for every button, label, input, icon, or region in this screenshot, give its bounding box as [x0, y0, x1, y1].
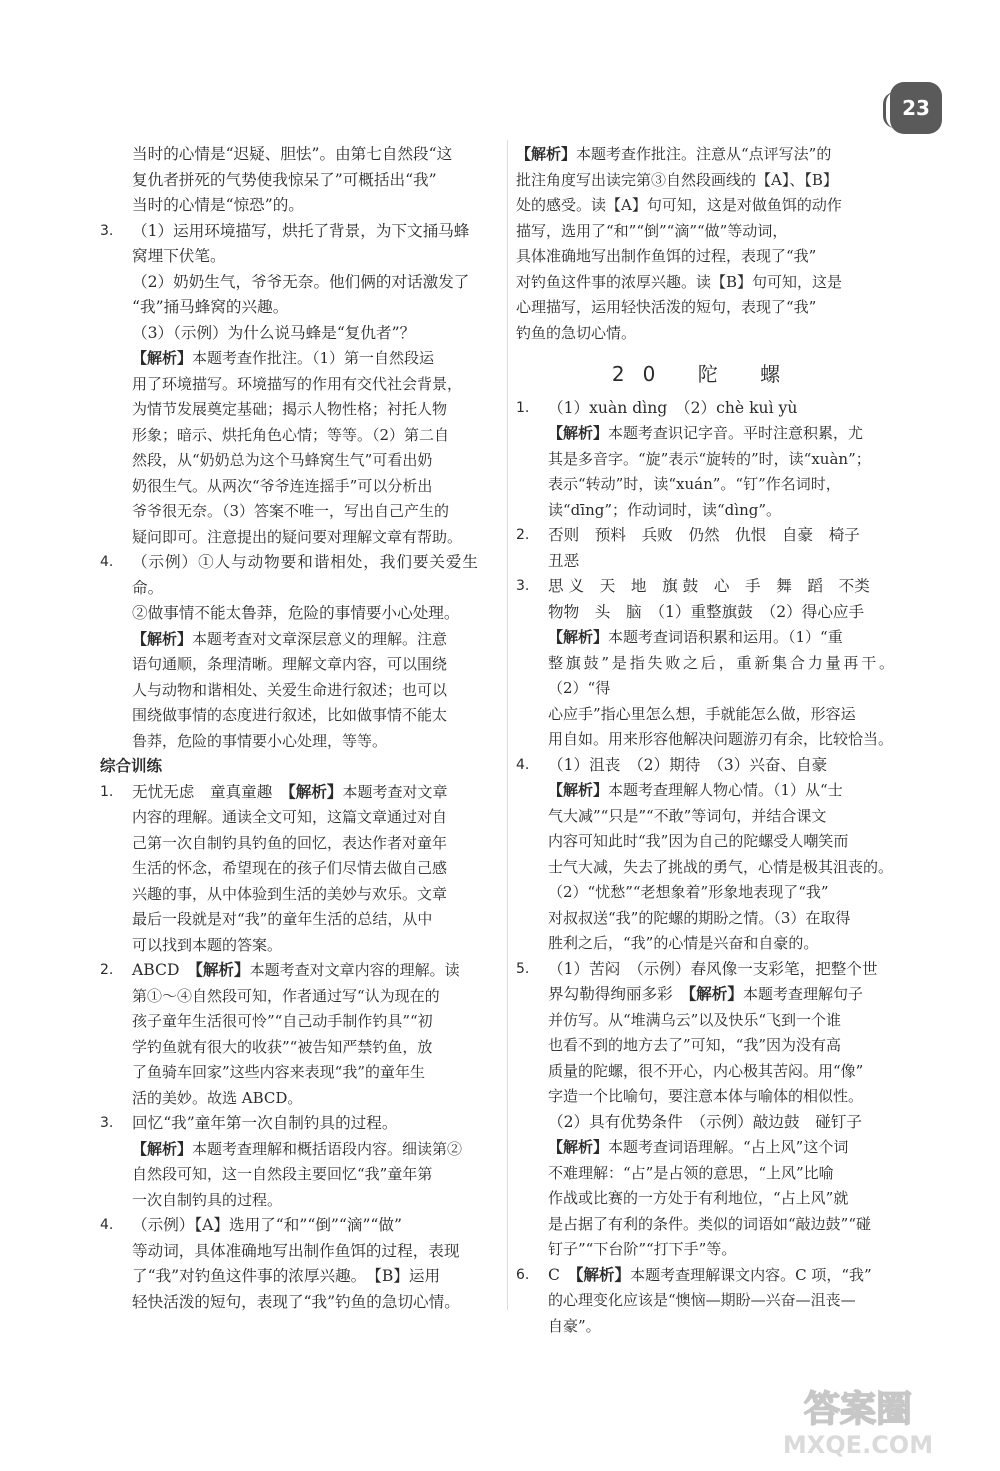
analysis-line: 内容可知此时“我”因为自己的陀螺受人嘲笑而: [548, 832, 849, 850]
answer-line: 等动词，具体准确地写出制作鱼饵的过程，表现: [132, 1241, 460, 1260]
analysis-line: 批注角度写出读完第③自然段画线的【A】、【B】: [516, 170, 838, 189]
analysis-label: 【解析】: [132, 349, 193, 367]
column-divider: [507, 140, 508, 1310]
analysis-line: 本题考查对文章内容的理解。读: [249, 961, 460, 979]
analysis-line: 钓鱼的急切心情。: [516, 323, 637, 342]
analysis-line: 生活的怀念，希望现在的孩子们尽情去做自己感: [132, 859, 448, 877]
analysis-line: 对钓鱼这件事的浓厚兴趣。读【B】句可知，这是: [516, 272, 843, 291]
answer-line: （示例）【A】选用了“和”“倒”“滴”“做”: [132, 1216, 402, 1234]
question-3: [100, 219, 478, 551]
analysis-line: 爷爷很无奈。（3）答案不唯一，写出自己产生的: [132, 502, 450, 520]
answer-text: ABCD: [132, 961, 196, 979]
analysis-line: 活的美妙。故选 ABCD。: [132, 1088, 303, 1107]
analysis-line: 内容的理解。通读全文可知，这篇文章通过对自: [132, 808, 448, 826]
question-number: 1.: [100, 783, 114, 800]
analysis-line: 语句通顺，条理清晰。理解文章内容，可以围绕: [132, 655, 448, 673]
question-number: 2.: [516, 527, 530, 543]
analysis-line: 本题考查词语积累和运用。（1）“重: [608, 628, 843, 646]
analysis-label: 【解析】: [287, 782, 343, 801]
answer-line: 思 义 天 地 旗 鼓 心 手 舞 蹈 不类: [548, 577, 870, 595]
question-number: 1.: [516, 399, 530, 416]
analysis-line: 钉子”“下台阶”“打下手”等。: [548, 1240, 737, 1258]
question-4: [516, 753, 894, 957]
text-line: 当时的心情是“迟疑、胆怯”。由第七自然段“这: [132, 145, 453, 163]
analysis-line: 兴趣的事，从中体验到生活的美妙与欢乐。文章: [132, 884, 448, 903]
section-title: 综合训练: [100, 757, 163, 775]
analysis-line: 形象；暗示、烘托角色心情；等等。（2）第二自: [132, 425, 450, 444]
analysis-line: 本题考查词语理解。“占上风”这个词: [608, 1138, 849, 1156]
analysis-label: 【解析】: [548, 781, 609, 799]
right-column: [516, 142, 894, 1339]
analysis-line: 的心理变化应该是“懊恼—期盼—兴奋—沮丧—: [548, 1291, 856, 1309]
analysis-line: 士气大减，失去了挑战的勇气，心情是极其沮丧的。: [548, 857, 894, 876]
analysis-line: 本题考查对文章: [342, 782, 448, 801]
text-line: 复仇者拼死的气势使我惊呆了”可概括出“我”: [132, 170, 437, 189]
analysis-line: 也看不到的地方去了”可知，“我”因为没有高: [548, 1036, 842, 1054]
answer-line: 界勾勒得绚丽多彩: [548, 985, 689, 1003]
analysis-line: 心理描写，运用轻快活泼的短句，表现了“我”: [516, 298, 817, 316]
analysis-line: 质量的陀螺，很不开心，内心极其苦闷。用“像”: [548, 1061, 864, 1080]
analysis-line: 字造一个比喻句，要注意本体与喻体的相似性。: [548, 1087, 864, 1105]
answer-line: （示例）①人与动物要和谐相处，我们要关爱生命。: [132, 553, 478, 597]
analysis-line: 了鱼骑车回家”这些内容来表现“我”的童年生: [132, 1063, 426, 1081]
question-1: [516, 396, 894, 524]
analysis-line: 为情节发展奠定基础；揭示人物性格；衬托人物: [132, 400, 448, 418]
question-number: 2.: [100, 962, 114, 978]
watermark-logo: [750, 1381, 980, 1459]
analysis-line: 作战或比赛的一方处于有利地位，“占上风”就: [548, 1189, 849, 1207]
analysis-line: 对叔叔送“我”的陀螺的期盼之情。（3）在取得: [548, 908, 851, 927]
analysis-line: 己第一次自制钓具钓鱼的回忆，表达作者对童年: [132, 833, 448, 852]
answer-line: （1）苦闷 （示例）春风像一支彩笔，把整个世: [548, 959, 878, 978]
question-2: [516, 523, 894, 574]
analysis-line: 鲁莽，危险的事情要小心处理，等等。: [132, 731, 388, 750]
analysis-line: 并仿写。从“堆满乌云”以及快乐“飞到一个谁: [548, 1010, 842, 1029]
answer-text: （1）xuàn dìng （2）chè kuì yù: [548, 398, 798, 417]
analysis-line: 气大减”“只是”“不敢”等词句，并结合课文: [548, 806, 827, 825]
analysis-line: 本题考查理解句子: [742, 985, 863, 1003]
analysis-line: 第①～④自然段可知，作者通过写“认为现在的: [132, 986, 440, 1005]
question-3: [516, 574, 894, 753]
analysis-line: 围绕做事情的态度进行叙述，比如做事情不能太: [132, 706, 448, 724]
analysis-label: 【解析】: [195, 961, 250, 979]
analysis-label: 【解析】: [548, 628, 609, 646]
answer-text: C: [548, 1265, 576, 1284]
analysis-line: 本题考查理解课文内容。C 项，“我”: [630, 1265, 872, 1284]
answer-text: （1）沮丧 （2）期待 （3）兴奋、自豪: [548, 755, 828, 774]
answer-line: （2）奶奶生气，爷爷无奈。他们俩的对话激发了: [132, 272, 470, 291]
exercise-3: [100, 1111, 478, 1213]
lesson-title: 20 陀 螺: [611, 362, 799, 386]
analysis-label: 【解析】: [516, 145, 577, 163]
question-number: 6.: [516, 1266, 530, 1283]
question-4: [100, 550, 478, 754]
question-number: 4.: [516, 756, 530, 773]
question-number: 5.: [516, 960, 530, 977]
question-5: [516, 957, 894, 1263]
analysis-label: 【解析】: [548, 1138, 609, 1156]
analysis-line: 自豪”。: [548, 1316, 601, 1335]
watermark-bottom-text: MXQE.COM: [782, 1431, 934, 1459]
text-line: 当时的心情是“惊恐”的。: [132, 196, 304, 214]
analysis-line: 本题考查作批注。（1）第一自然段运: [192, 349, 435, 367]
answer-text: 回忆“我”童年第一次自制钓具的过程。: [132, 1114, 398, 1132]
analysis-line: （2）“忧愁”“老想象着”形象地表现了“我”: [548, 883, 829, 901]
analysis-line: 自然段可知，这一自然段主要回忆“我”童年第: [132, 1165, 433, 1183]
analysis-line: 描写，选用了“和”“倒”“滴”“做”等动词，: [516, 221, 788, 240]
analysis-line: 处的感受。读【A】句可知，这是对做鱼饵的动作: [516, 196, 842, 214]
question-number: 4.: [100, 1217, 114, 1233]
analysis-line: 可以找到本题的答案。: [132, 935, 283, 954]
analysis-label: 【解析】: [132, 1139, 193, 1158]
analysis-line: 不难理解：“占”是占领的意思，“上风”比喻: [548, 1163, 834, 1182]
answer-line: 丑恶: [548, 551, 580, 570]
page-number: 23: [890, 82, 942, 134]
watermark-top-text: 答案圈: [803, 1389, 913, 1430]
analysis-line: 其是多音字。“旋”表示“旋转的”时，读“xuàn”；: [548, 449, 871, 468]
analysis-line: 表示“转动”时，读“xuán”。“钉”作名词时，: [548, 475, 841, 493]
analysis-line: 最后一段就是对“我”的童年生活的总结，从中: [132, 910, 433, 928]
analysis-line: 用自如。用来形容他解决问题游刃有余，比较恰当。: [548, 730, 894, 748]
question-number: 4.: [100, 554, 114, 570]
left-column: [100, 142, 478, 1315]
question-number: 3.: [516, 578, 530, 594]
analysis-line: 整旗鼓”是指失败之后，重新集合力量再干。（2）“得: [548, 653, 894, 697]
analysis-label: 【解析】: [575, 1265, 631, 1284]
analysis-line: 本题考查理解人物心情。（1）从“士: [608, 781, 843, 799]
answer-line: 轻快活泼的短句，表现了“我”钓鱼的急切心情。: [132, 1292, 460, 1311]
answer-line: 窝埋下伏笔。: [132, 247, 226, 265]
analysis-line: 本题考查作批注。注意从“点评写法”的: [576, 145, 832, 163]
analysis-line: 孩子童年生活很可怜”“自己动手制作钓具”“初: [132, 1012, 433, 1030]
analysis-line: 一次自制钓具的过程。: [132, 1190, 283, 1209]
analysis-line: 读“dīng”；作动词时，读“dìng”。: [548, 500, 781, 519]
answer-line: 否则 预料 兵败 仍然 仇恨 自豪 椅子: [548, 526, 860, 544]
analysis-label: 【解析】: [548, 424, 609, 442]
exercise-1: [100, 780, 478, 959]
analysis-line: 用了环境描写。环境描写的作用有交代社会背景，: [132, 374, 463, 393]
answer-line: （2）具有优势条件 （示例）敲边鼓 碰钉子: [548, 1112, 862, 1131]
answer-line: （3）（示例）为什么说马蜂是“复仇者”？: [132, 323, 416, 342]
analysis-label: 【解析】: [688, 985, 743, 1003]
analysis-line: 具体准确地写出制作鱼饵的过程，表现了“我”: [516, 247, 817, 265]
analysis-line: 本题考查对文章深层意义的理解。注意: [192, 629, 448, 648]
analysis-label: 【解析】: [132, 629, 193, 648]
analysis-line: 然段，从“奶奶总为这个马蜂窝生气”可看出奶: [132, 451, 433, 469]
answer-line: 物物 头 脑 （1）重整旗鼓 （2）得心应手: [548, 602, 865, 621]
question-6: [516, 1263, 894, 1340]
continued-text: [100, 142, 478, 219]
analysis-line: 本题考查识记字音。平时注意积累，尤: [608, 424, 864, 442]
analysis-line: 心应手”指心里怎么想，手就能怎么做，形容运: [548, 704, 856, 723]
analysis-line: 是占据了有利的条件。类似的词语如“敲边鼓”“碰: [548, 1214, 872, 1233]
question-number: 3.: [100, 1115, 114, 1131]
answer-line: “我”捅马蜂窝的兴趣。: [132, 298, 289, 316]
answer-text: 无忧无虑 童真童趣: [132, 782, 288, 801]
answer-line: ②做事情不能太鲁莽，危险的事情要小心处理。: [132, 604, 460, 622]
analysis-line: 学钓鱼就有很大的收获”“被告知严禁钓鱼，放: [132, 1037, 433, 1056]
question-number: 3.: [100, 222, 114, 239]
analysis-line: 疑问即可。注意提出的疑问要对理解文章有帮助。: [132, 527, 463, 546]
analysis-line: 人与动物和谐相处、关爱生命进行叙述；也可以: [132, 680, 448, 699]
answer-line: （1）运用环境描写，烘托了背景，为下文捅马蜂: [132, 221, 470, 240]
analysis-line: 本题考查理解和概括语段内容。细读第②: [192, 1139, 463, 1158]
analysis-line: 胜利之后，“我”的心情是兴奋和自豪的。: [548, 934, 819, 952]
analysis-line: 奶很生气。从两次“爷爷连连摇手”可以分析出: [132, 476, 433, 495]
exercise-2: [100, 958, 478, 1111]
exercise-4: [100, 1213, 478, 1315]
answer-line: 了“我”对钓鱼这件事的浓厚兴趣。 【B】运用: [132, 1267, 441, 1285]
